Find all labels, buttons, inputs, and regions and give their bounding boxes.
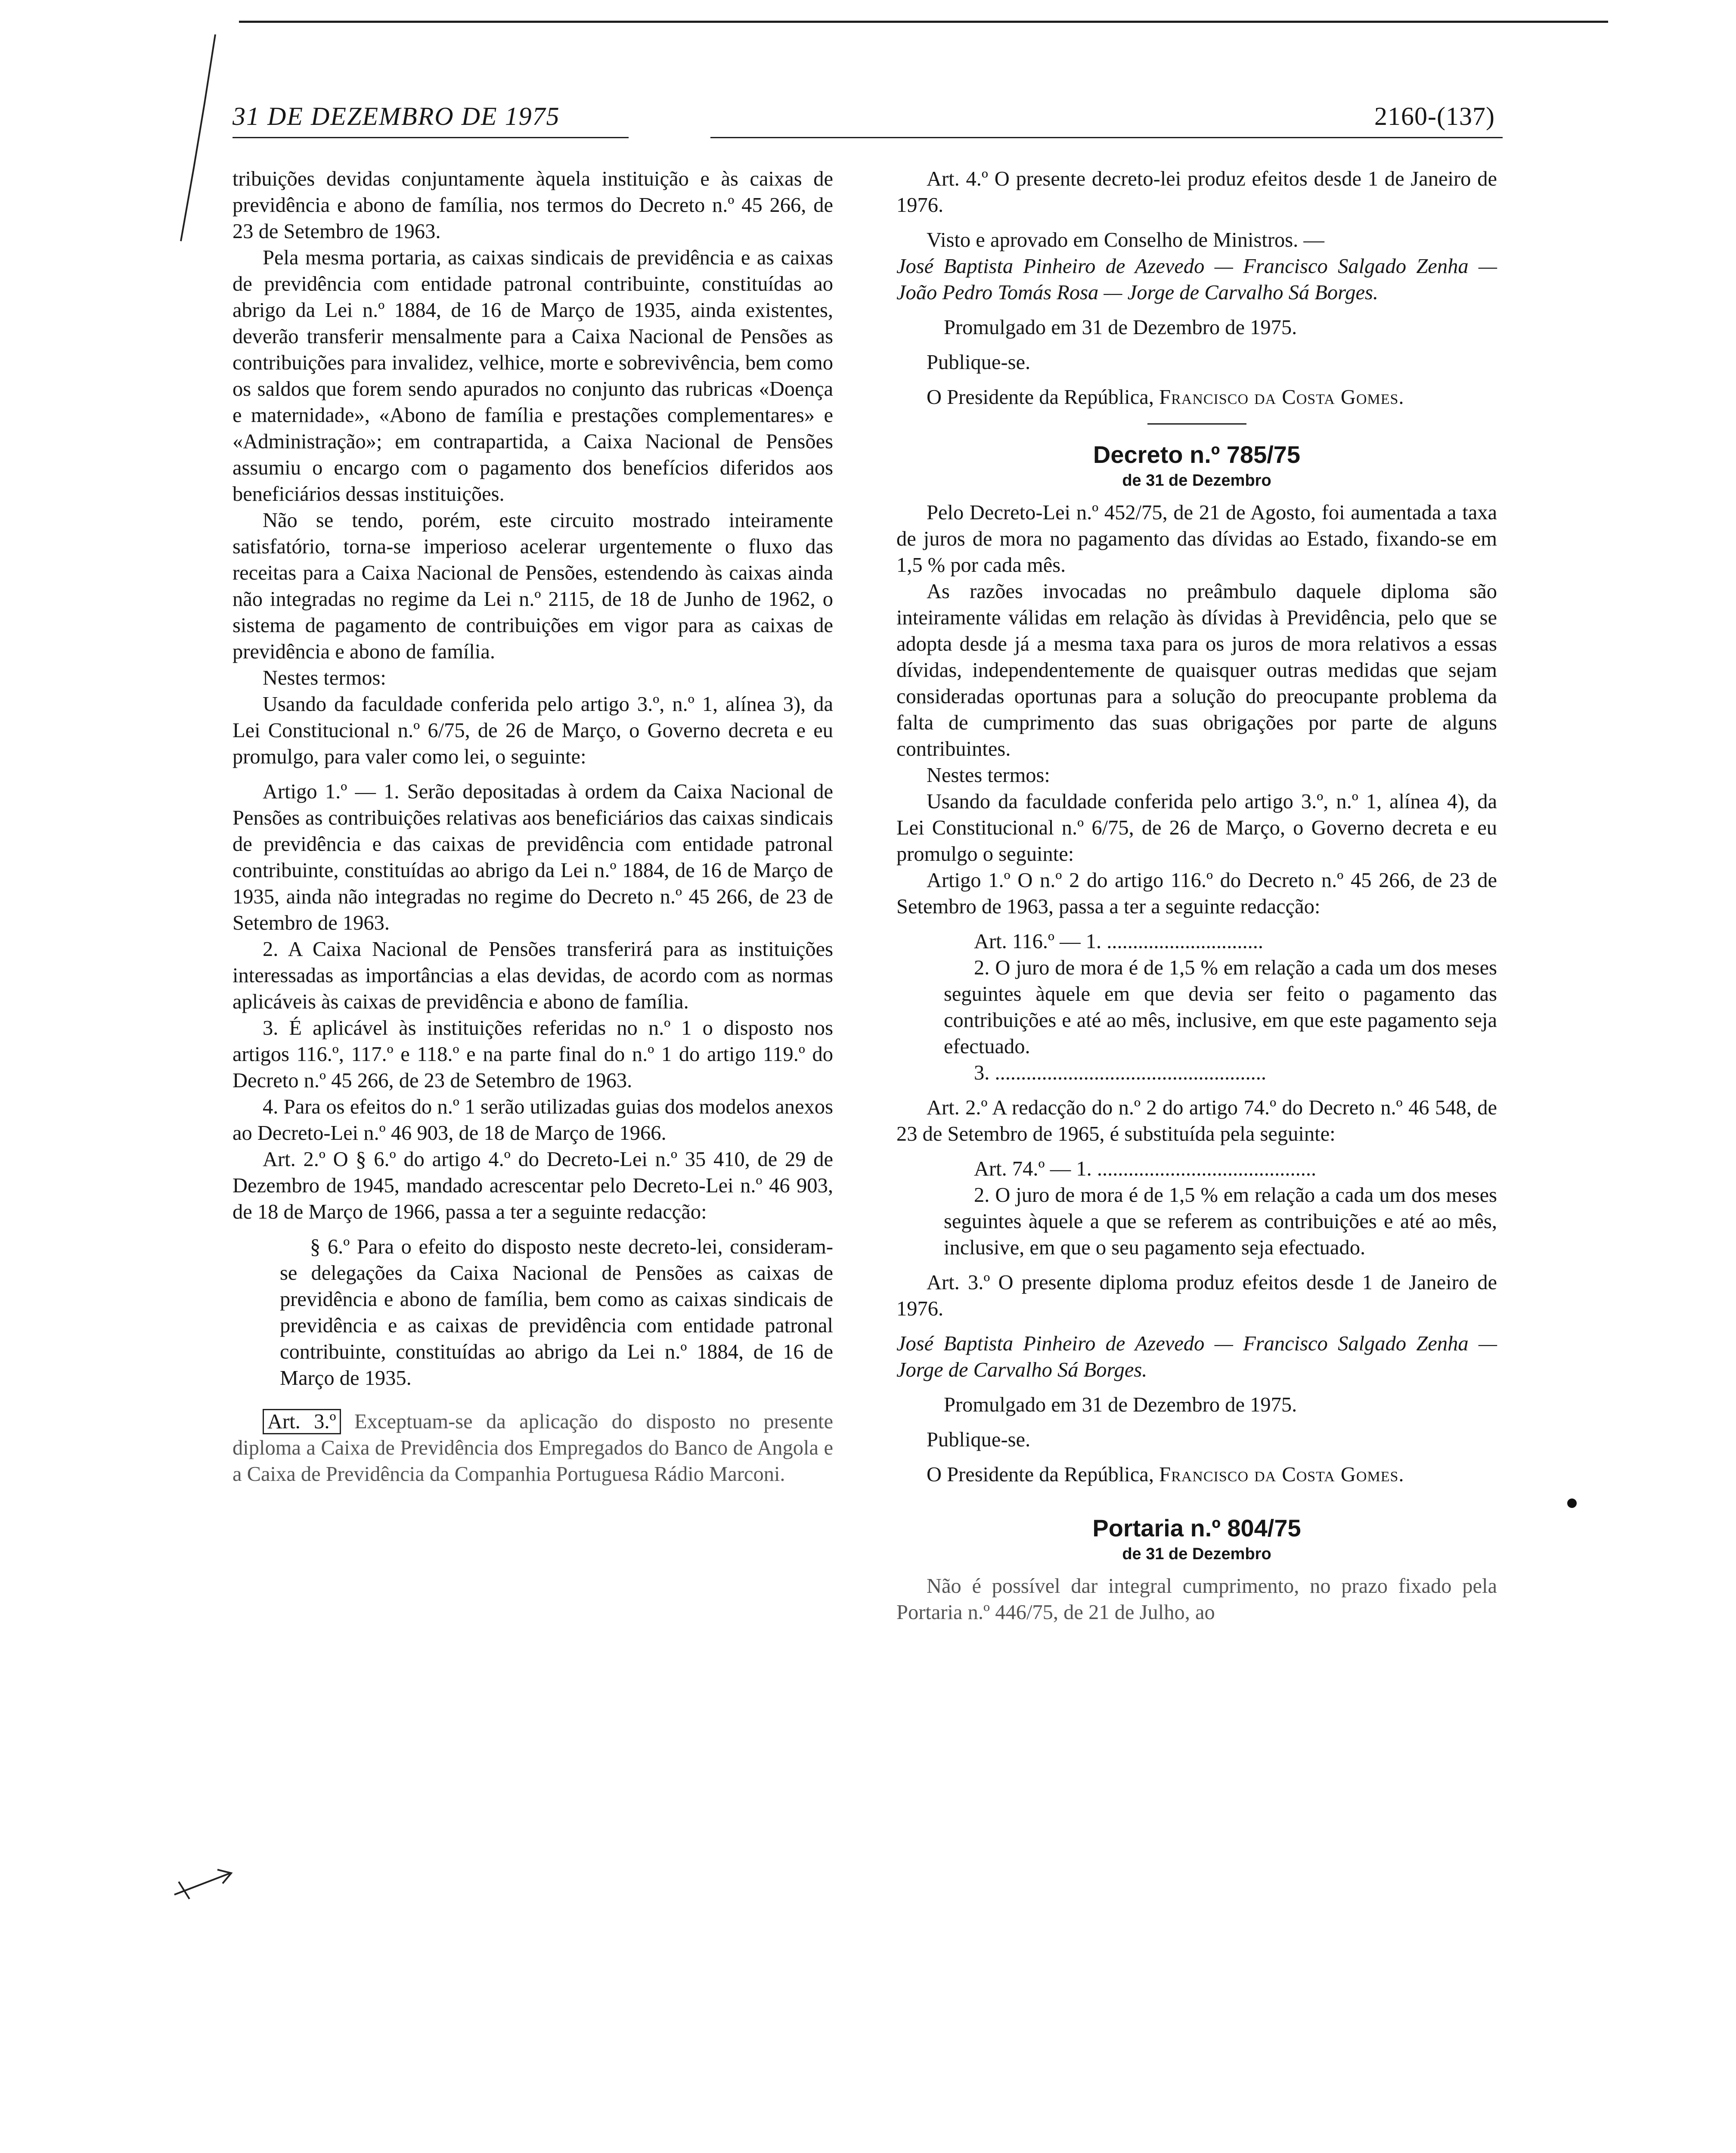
art3-text: Exceptuam-se da aplicação do disposto no presente diploma a Caixa de Previdência dos Empregados do Banco de Angola e a Caixa de Previdência da Companhia Portuguesa Rádio Marconi. [232, 1410, 833, 1486]
paragraph: 2. A Caixa Nacional de Pensões transferirá para as instituições interessadas as importâncias a elas devidas, de acordo com as normas aplicáveis às caixas de previdência e abono de família. [232, 938, 833, 1013]
header-rule-left [232, 137, 629, 138]
art3-paragraph: Art. 3.º O presente diploma produz efeitos desde 1 de Janeiro de 1976. [896, 1271, 1497, 1320]
paragraph: As razões invocadas no preâmbulo daquele diploma são inteiramente válidas em relação às dívidas à Previdência, pelo que se adopta desde já a mesma taxa para os juros de mora relativos a essas dívidas, independentemente de quaisquer outras medidas que sejam consideradas oportunas para a solução do preocupante problema da falta de cumprimento das suas obrigações por parte de alguns contribuintes. [896, 580, 1497, 760]
quoted-paragraph: § 6.º Para o efeito do disposto neste decreto-lei, consideram-se delegações da Caixa Nacional de Pensões as caixas de previdência e abono de família, bem como as caixas sindicais de previdência e as caixas de previdência com entidade patronal contribuinte, constituídas ao abrigo da Lei n.º 1884, de 16 de Março de 1935. [280, 1235, 833, 1390]
quoted-paragraph: Art. 74.º — 1. .......................................... [974, 1157, 1317, 1180]
president-prefix: O Presidente da República, [927, 1463, 1159, 1486]
paragraph: Nestes termos: [263, 667, 386, 689]
left-column [232, 166, 833, 1487]
paragraph: Artigo 1.º O n.º 2 do artigo 116.º do Decreto n.º 45 266, de 23 de Setembro de 1963, passa a ter a seguinte redacção: [896, 869, 1497, 918]
paragraph: Artigo 1.º — 1. Serão depositadas à ordem da Caixa Nacional de Pensões as contribuições relativas aos beneficiários das caixas sindicais de previdência e das caixas de previdência com entidade patronal contribuinte, constituídas ao abrigo da Lei n.º 1884, de 16 de Março de 1935, ainda não integradas no regime do Decreto n.º 45 266, de 23 de Setembro de 1963. [232, 780, 833, 934]
paragraph: Não se tendo, porém, este circuito mostrado inteiramente satisfatório, torna-se imperioso acelerar urgentemente o fluxo das receitas para a Caixa Nacional de Pensões, estendendo às caixas ainda não integradas no regime da Lei n.º 2115, de 18 de Junho de 1962, o sistema de pagamento de contribuições em vigor para as caixas de previdência e abono de família. [232, 509, 833, 663]
art2-paragraph: Art. 2.º A redacção do n.º 2 do artigo 74.º do Decreto n.º 46 548, de 23 de Setembro de 1965, é substituída pela seguinte: [896, 1096, 1497, 1145]
header-date: 31 DE DEZEMBRO DE 1975 [232, 102, 560, 130]
header-page-number: 2160-(137) [1374, 102, 1495, 130]
president-line [896, 384, 1497, 410]
paragraph: Nestes termos: [927, 764, 1050, 787]
art4-paragraph: Art. 4.º O presente decreto-lei produz efeitos desde 1 de Janeiro de 1976. [896, 168, 1497, 217]
header-rule-right [710, 137, 1503, 138]
paragraph: Pela mesma portaria, as caixas sindicais de previdência e as caixas de previdência com entidade patronal contribuinte, constituídas ao abrigo da Lei n.º 1884, de 16 de Março de 1935, ainda existentes, deverão transferir mensalmente para a Caixa Nacional de Pensões as contribuições para invalidez, velhice, morte e sobrevivência, bem como os saldos que forem sendo apurados no conjunto das rubricas «Doença e maternidade», «Abono de família e prestações complementares» e «Administração»; em contrapartida, a Caixa Nacional de Pensões assumiu o encargo com o pagamento dos benefícios diferidos aos beneficiários dessas instituições. [232, 246, 833, 506]
scan-margin-stroke [164, 26, 224, 250]
promulgated: Promulgado em 31 de Dezembro de 1975. [944, 316, 1297, 339]
paragraph: Usando da faculdade conferida pelo artigo 3.º, n.º 1, alínea 4), da Lei Constitucional n.º 6/75, de 26 de Março, o Governo decreta e eu promulgo o seguinte: [896, 790, 1497, 866]
approval-line: Visto e aprovado em Conselho de Ministros. — [927, 229, 1324, 251]
quoted-paragraph: 2. O juro de mora é de 1,5 % em relação a cada um dos meses seguintes àquele em que devia ser feito o pagamento das contribuições e até ao mês, inclusive, em que este pagamento seja efectuado. [944, 956, 1497, 1058]
portaria-subtitle: de 31 de Dezembro [1122, 1545, 1271, 1563]
president-prefix: O Presidente da República, [927, 386, 1159, 409]
paragraph: 4. Para os efeitos do n.º 1 serão utilizadas guias dos modelos anexos ao Decreto-Lei n.º 46 903, de 18 de Março de 1966. [232, 1095, 833, 1145]
president-line [896, 1461, 1497, 1488]
right-column [896, 166, 1497, 1626]
signers: José Baptista Pinheiro de Azevedo — Francisco Salgado Zenha — Jorge de Carvalho Sá Borges. [896, 1332, 1497, 1381]
quoted-paragraph: 2. O juro de mora é de 1,5 % em relação a cada um dos meses seguintes àquele a que se referem as contribuições e até ao mês, inclusive, em que o seu pagamento seja efectuado. [944, 1184, 1497, 1259]
quoted-paragraph: Art. 116.º — 1. .............................. [974, 930, 1264, 953]
decree-title: Decreto n.º 785/75 [1093, 441, 1301, 468]
paragraph: Não é possível dar integral cumprimento, no prazo fixado pela Portaria n.º 446/75, de 21 de Julho, ao [896, 1575, 1497, 1624]
paragraph: Art. 2.º O § 6.º do artigo 4.º do Decreto-Lei n.º 35 410, de 29 de Dezembro de 1945, mandado acrescentar pelo Decreto-Lei n.º 46 903, de 18 de Março de 1966, passa a ter a seguinte redacção: [232, 1148, 833, 1223]
signers: José Baptista Pinheiro de Azevedo — Francisco Salgado Zenha — João Pedro Tomás Rosa — Jorge de Carvalho Sá Borges. [896, 255, 1497, 304]
quoted-paragraph: 3. .................................................... [974, 1061, 1266, 1084]
section-separator [1147, 423, 1246, 425]
publish: Publique-se. [927, 1428, 1031, 1451]
president-name: Francisco da Costa Gomes. [1159, 1463, 1404, 1486]
president-name: Francisco da Costa Gomes. [1159, 386, 1404, 409]
handwritten-arrow-mark [170, 1864, 239, 1903]
decree-subtitle: de 31 de Dezembro [1122, 472, 1271, 490]
paragraph: Pelo Decreto-Lei n.º 452/75, de 21 de Agosto, foi aumentada a taxa de juros de mora no pagamento das dívidas ao Estado, fixando-se em 1,5 % por cada mês. [896, 501, 1497, 577]
publish: Publique-se. [927, 351, 1031, 374]
paragraph: tribuições devidas conjuntamente àquela instituição e às caixas de previdência e abono de família, nos termos do Decreto n.º 45 266, de 23 de Setembro de 1963. [232, 168, 833, 243]
paragraph: Usando da faculdade conferida pelo artigo 3.º, n.º 1, alínea 3), da Lei Constitucional n.º 6/75, de 26 de Março, o Governo decreta e eu promulgo, para valer como lei, o seguinte: [232, 693, 833, 768]
art3-boxed-label: Art. 3.º [263, 1409, 341, 1434]
promulgated: Promulgado em 31 de Dezembro de 1975. [944, 1393, 1297, 1416]
paragraph: 3. É aplicável às instituições referidas no n.º 1 o disposto nos artigos 116.º, 117.º e 118.º e na parte final do n.º 1 do artigo 119.º do Decreto n.º 45 266, de 23 de Setembro de 1963. [232, 1017, 833, 1092]
scan-speck [1567, 1498, 1577, 1508]
top-border-rule [239, 21, 1608, 23]
portaria-title: Portaria n.º 804/75 [1092, 1514, 1301, 1542]
art3-paragraph [232, 1408, 833, 1487]
